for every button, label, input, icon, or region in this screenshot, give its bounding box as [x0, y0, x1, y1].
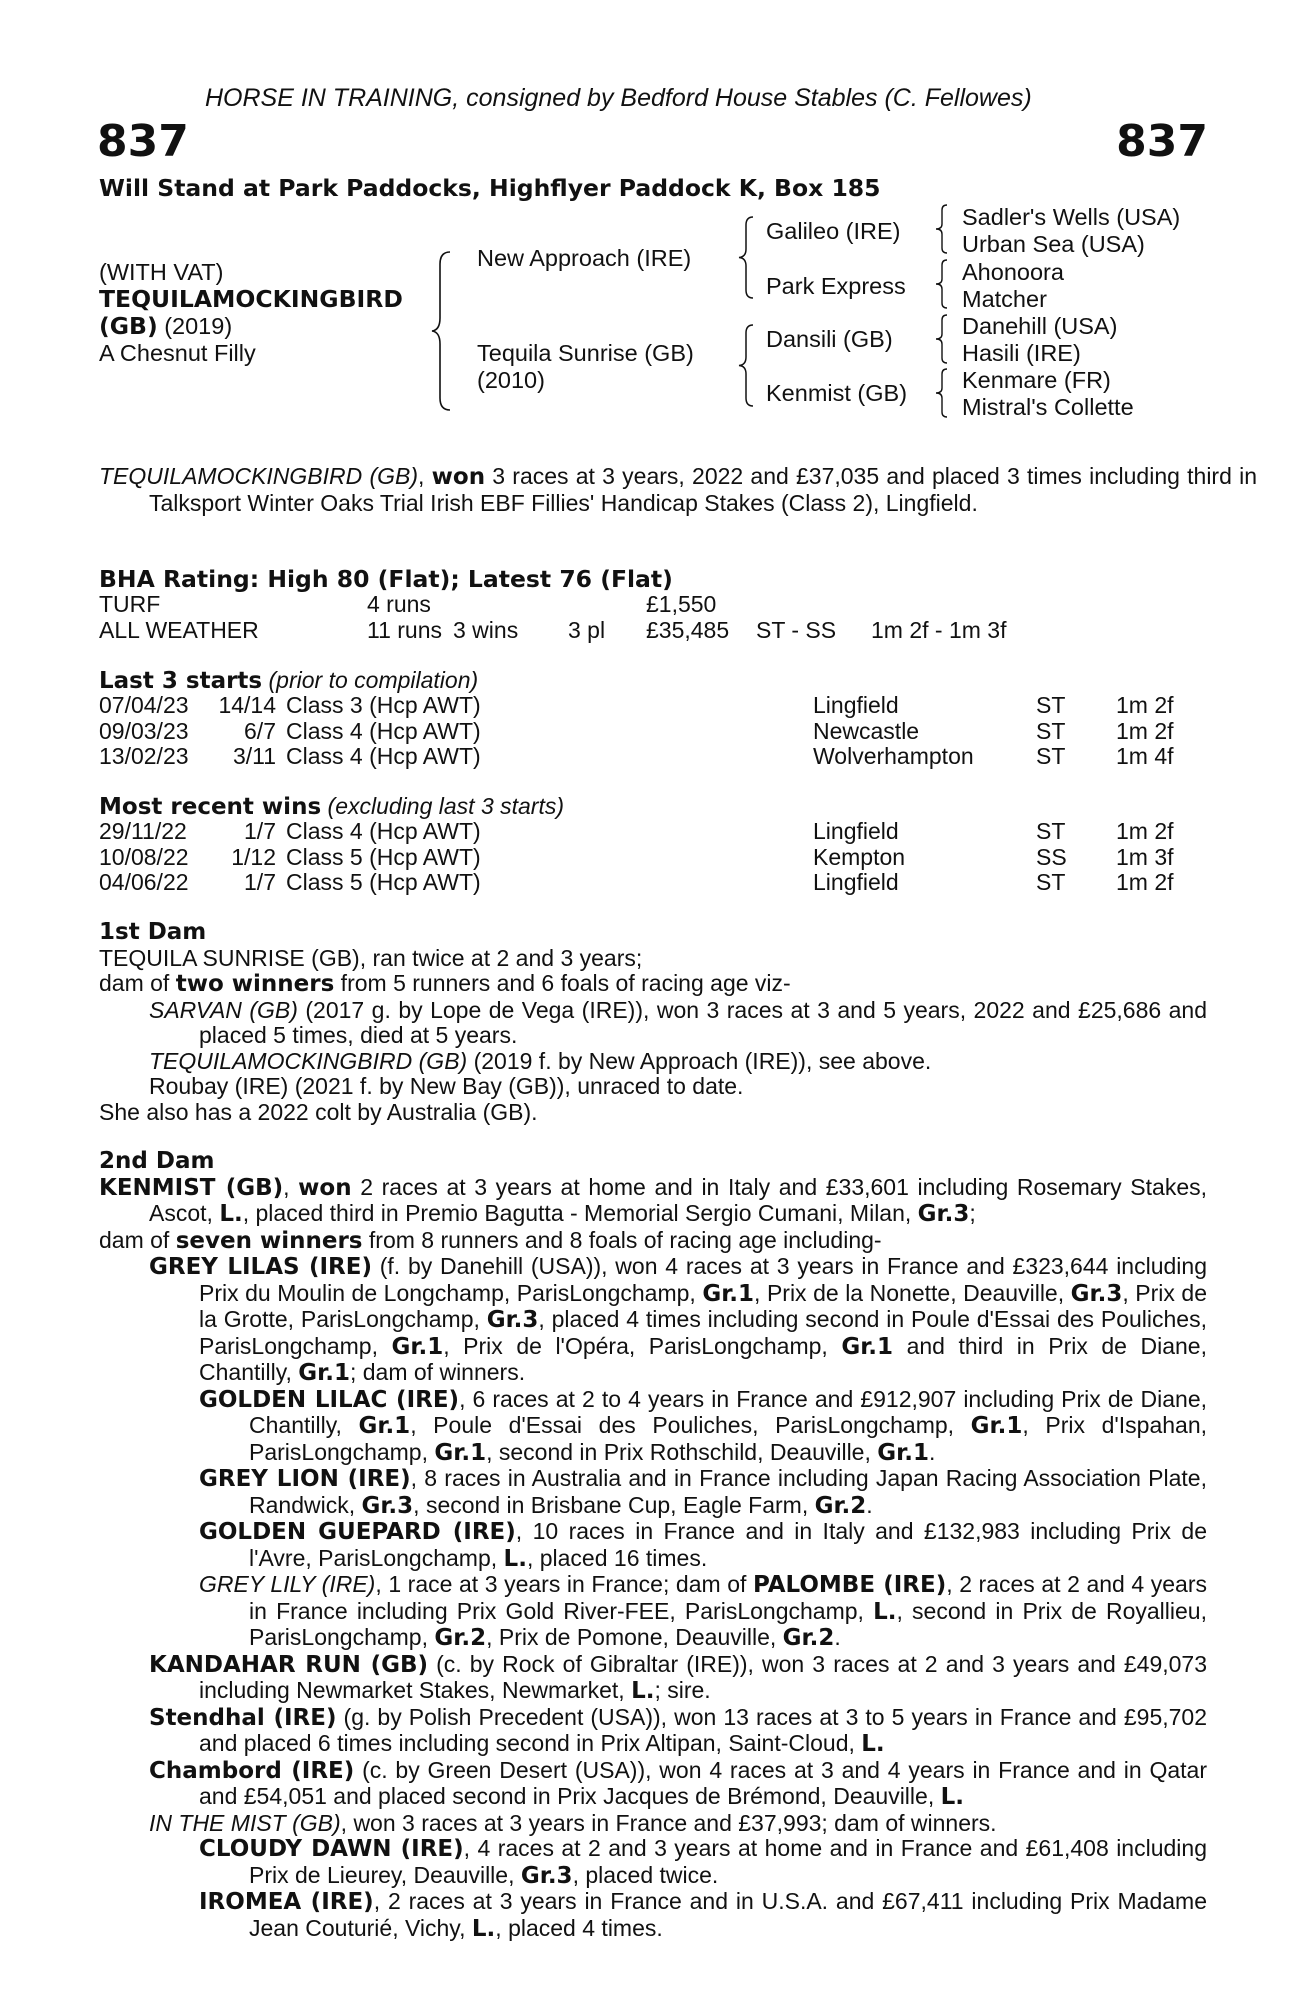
- horse-description: A Chesnut Filly: [99, 340, 256, 366]
- grey-lily-text: .: [834, 1624, 841, 1650]
- first-dam-line1: TEQUILA SUNRISE (GB), ran twice at 2 and 3 years;: [99, 944, 643, 971]
- date-cell: 10/08/22: [99, 843, 189, 870]
- cloudy-dawn-name: CLOUDY DAWN (IRE): [199, 1836, 464, 1862]
- cloudy-dawn-text: , placed twice.: [572, 1861, 719, 1888]
- grey-lily-text: , 1 race at 3 years in France; dam of: [375, 1571, 753, 1597]
- distance-cell: [871, 592, 1006, 618]
- consignment-line: HORSE IN TRAINING, consigned by Bedford House Stables (C. Fellowes): [205, 84, 1032, 112]
- pedigree-sire-dam: Park Express: [766, 273, 906, 299]
- pedigree-dss: Danehill (USA): [962, 313, 1118, 339]
- recent-wins-heading: [99, 794, 564, 821]
- group-badge: Gr.1: [391, 1333, 444, 1360]
- date-cell: 29/11/22: [99, 818, 187, 844]
- course-cell: Lingfield: [813, 869, 899, 895]
- earnings-cell: £1,550: [646, 591, 717, 617]
- produce-cloudy-dawn: [199, 1836, 1207, 1889]
- grey-lilas-text: and third in Prix de Diane, Chantilly,: [199, 1332, 1207, 1385]
- grey-lion-text: , second in Brisbane Cup, Eagle Farm,: [413, 1491, 815, 1518]
- position-cell: 1/7: [244, 818, 276, 844]
- class-cell: Class 3 (Hcp AWT): [286, 692, 481, 718]
- going-cell: ST: [1036, 692, 1066, 718]
- rating-row-turf: [99, 592, 1006, 618]
- group-badge: Gr.2: [814, 1492, 867, 1519]
- grey-lilas-text: , Prix de l'Opéra, ParisLongchamp,: [443, 1332, 842, 1359]
- golden-lilac-text: , Poule d'Essai des Pouliches, ParisLongchamp,: [410, 1412, 971, 1438]
- recent-wins-title: Most recent wins: [99, 794, 322, 820]
- grey-lily-text: , second in Prix de Royallieu, ParisLongchamp,: [249, 1597, 1207, 1650]
- recent-wins-table: [99, 819, 1174, 896]
- grey-lilas-text: ; dam of winners.: [349, 1359, 526, 1385]
- group-badge: Gr.3: [520, 1862, 573, 1889]
- class-cell: Class 4 (Hcp AWT): [286, 717, 481, 744]
- pedigree-sds: Ahonoora: [962, 259, 1064, 285]
- going-cell: ST: [1036, 717, 1066, 744]
- listed-badge: L.: [219, 1201, 243, 1227]
- in-the-mist-text: , won 3 races at 3 years in France and £37,993; dam of winners.: [340, 1809, 997, 1836]
- teq-text: (2019 f. by New Approach (IRE)), see above.: [467, 1047, 932, 1074]
- distance-cell: 1m 4f: [1116, 743, 1174, 769]
- group-badge: Gr.1: [970, 1413, 1023, 1439]
- pedigree-dam: Tequila Sunrise (GB): [477, 340, 694, 366]
- group-badge: Gr.2: [434, 1625, 487, 1651]
- pedigree-brace-ds: [934, 313, 950, 365]
- kenmist-won: won: [298, 1174, 352, 1201]
- grey-lilas-text: (f. by Danehill (USA)), won 4 races at 3 years in France and £323,644 including Prix du Moulin de Longchamp, ParisLongchamp,: [199, 1253, 1207, 1306]
- class-cell: Class 5 (Hcp AWT): [286, 843, 481, 870]
- class-cell: Class 4 (Hcp AWT): [286, 743, 481, 769]
- runs-cell: 4 runs: [367, 591, 431, 617]
- sarvan-text: (2017 g. by Lope de Vega (IRE)), won 3 races at 3 and 5 years, 2022 and £25,686 and placed 5 times, died at 5 years.: [199, 996, 1207, 1048]
- kenmist-text: , placed third in Premio Bagutta - Memorial Sergio Cumani, Milan,: [242, 1200, 918, 1226]
- golden-lilac-text: , second in Prix Rothschild, Deauville,: [486, 1438, 878, 1465]
- kandahar-run-text: (c. by Rock of Gibraltar (IRE)), won 3 races at 2 and 3 years and £49,073 including Newmarket Stakes, Newmarket,: [199, 1650, 1207, 1703]
- surface-cell: ALL WEATHER: [99, 616, 259, 643]
- going-cell: ST: [1036, 818, 1066, 844]
- rating-row-aw: [99, 618, 1006, 644]
- iromea-text: , 2 races at 3 years in France and in U.S.A. and £67,411 including Prix Madame Jean Couturié, Vichy,: [249, 1888, 1208, 1941]
- listed-badge: L.: [631, 1678, 655, 1704]
- produce-winners-count: two winners: [175, 971, 335, 997]
- lot-number-right: 837: [1116, 116, 1208, 167]
- last-starts-title: Last 3 starts: [99, 668, 263, 694]
- group-badge: Gr.1: [434, 1439, 487, 1466]
- first-dam-colt: She also has a 2022 colt by Australia (GB).: [99, 1098, 538, 1125]
- produce-intro-c: from 8 runners and 8 foals of racing age including-: [362, 1226, 882, 1253]
- pedigree-ddd: Mistral's Collette: [962, 394, 1134, 420]
- group-badge: Gr.3: [917, 1201, 970, 1227]
- produce-winners-count: seven winners: [175, 1227, 363, 1254]
- surface-cell: TURF: [99, 591, 161, 617]
- distance-cell: 1m 3f: [1116, 843, 1174, 870]
- group-badge: Gr.3: [361, 1492, 414, 1519]
- listed-badge: L.: [471, 1915, 496, 1942]
- grey-lion-text: .: [866, 1491, 873, 1518]
- pedigree-sire-sire: Galileo (IRE): [766, 218, 901, 244]
- produce-grey-lion: [199, 1466, 1207, 1519]
- summary-horse-name: TEQUILAMOCKINGBIRD (GB): [99, 463, 419, 489]
- position-cell: 1/7: [244, 869, 276, 895]
- win-row: [99, 819, 1174, 845]
- position-cell: 6/7: [244, 717, 276, 744]
- start-row: [99, 719, 1174, 745]
- produce-tequilamockingbird: [149, 1049, 1207, 1075]
- position-cell: 1/12: [231, 843, 276, 870]
- grey-lily-text: , Prix de Pomone, Deauville,: [486, 1624, 783, 1650]
- produce-stendhal: [149, 1705, 1207, 1758]
- produce-kandahar-run: [149, 1652, 1207, 1705]
- pedigree-dam-dam: Kenmist (GB): [766, 380, 908, 406]
- summary-text: 3 races at 3 years, 2022 and £37,035 and placed 3 times including third in Talksport Winter Oaks Trial Irish EBF Fillies' Handicap Stakes (Class 2), Lingfield.: [149, 463, 1257, 516]
- date-cell: 09/03/23: [99, 717, 189, 744]
- grey-lily-name: GREY LILY (IRE): [199, 1571, 376, 1597]
- produce-sarvan: [149, 998, 1207, 1049]
- pedigree-brace-dam: [737, 323, 757, 408]
- group-badge: Gr.1: [702, 1280, 755, 1307]
- iromea-name: IROMEA (IRE): [199, 1889, 374, 1915]
- kenmist-sep: ,: [283, 1173, 299, 1200]
- date-cell: 04/06/22: [99, 869, 189, 895]
- iromea-text: , placed 4 times.: [495, 1914, 663, 1941]
- listed-badge: L.: [940, 1784, 964, 1810]
- second-dam-produce-intro: [99, 1228, 1207, 1255]
- start-row: [99, 744, 1174, 770]
- runs-cell: 11 runs: [367, 616, 443, 643]
- golden-lilac-text: , Prix d'Ispahan, ParisLongchamp,: [249, 1412, 1207, 1465]
- course-cell: Newcastle: [813, 717, 920, 744]
- going-cell: ST: [1036, 743, 1066, 769]
- produce-grey-lily: [199, 1572, 1207, 1652]
- grey-lion-name: GREY LION (IRE): [199, 1466, 411, 1492]
- class-cell: Class 5 (Hcp AWT): [286, 869, 481, 895]
- going-cell: SS: [1036, 843, 1067, 870]
- first-dam-section: [99, 920, 1207, 1125]
- kandahar-run-name: KANDAHAR RUN (GB): [149, 1651, 429, 1678]
- golden-lilac-text: .: [928, 1438, 936, 1465]
- pedigree-brace-sire: [737, 215, 757, 300]
- sarvan-name: SARVAN (GB): [149, 996, 298, 1023]
- produce-in-the-mist: [149, 1811, 1207, 1837]
- date-cell: 13/02/23: [99, 743, 189, 769]
- going-cell: [756, 592, 871, 618]
- pedigree-ssd: Urban Sea (USA): [962, 231, 1145, 257]
- pedigree-dsd: Hasili (IRE): [962, 340, 1081, 366]
- distance-cell: 1m 2f: [1116, 717, 1174, 744]
- wins-cell: 3 wins: [453, 616, 519, 643]
- produce-grey-lilas: [149, 1254, 1207, 1387]
- distance-cell: 1m 2f: [1116, 818, 1174, 844]
- golden-lilac-text: , 6 races at 2 to 4 years in France and £912,907 including Prix de Diane, Chantilly,: [249, 1385, 1207, 1438]
- pedigree-brace-ss: [934, 203, 950, 255]
- date-cell: 07/04/23: [99, 692, 189, 718]
- group-badge: Gr.3: [486, 1307, 539, 1333]
- cloudy-dawn-text: , 4 races at 2 and 3 years at home and in France and £61,408 including Prix de Lieurey, Deauville,: [249, 1835, 1207, 1888]
- distance-cell: 1m 2f: [1116, 869, 1174, 895]
- golden-guepard-text: , 10 races in France and in Italy and £132,983 including Prix de l'Avre, ParisLongchamp,: [249, 1518, 1208, 1571]
- rating-table: [99, 592, 1006, 643]
- distance-cell: 1m 2f - 1m 3f: [871, 616, 1007, 643]
- kenmist-text: 2 races at 3 years at home and in Italy and £33,601 including Rosemary Stakes, Ascot,: [149, 1173, 1207, 1226]
- horse-country: (GB): [99, 312, 158, 340]
- produce-roubay: Roubay (IRE) (2021 f. by New Bay (GB)), unraced to date.: [149, 1073, 744, 1099]
- chambord-name: Chambord (IRE): [149, 1757, 355, 1784]
- course-cell: Wolverhampton: [813, 743, 974, 769]
- going-cell: ST - SS: [756, 616, 837, 643]
- pedigree-brace-sd: [934, 258, 950, 310]
- produce-golden-guepard: [199, 1519, 1207, 1572]
- bha-rating-heading: BHA Rating: High 80 (Flat); Latest 76 (Flat): [99, 565, 673, 593]
- chambord-text: (c. by Green Desert (USA)), won 4 races at 3 and 4 years in France and in Qatar and £54,051 and placed second in Prix Jacques de Brémond, Deauville,: [199, 1756, 1207, 1809]
- pedigree-dam-sire: Dansili (GB): [766, 326, 893, 352]
- grey-lion-text: , 8 races in Australia and in France including Japan Racing Association Plate, Randwick,: [249, 1465, 1207, 1518]
- listed-badge: L.: [873, 1598, 897, 1625]
- group-badge: Gr.1: [358, 1413, 411, 1439]
- palombe-name: PALOMBE (IRE): [752, 1572, 947, 1598]
- wins-cell: [453, 592, 568, 618]
- group-badge: Gr.3: [1070, 1280, 1123, 1307]
- grey-lilas-text: , Prix de la Grotte, ParisLongchamp,: [199, 1279, 1207, 1332]
- start-row: [99, 693, 1174, 719]
- race-summary: TEQUILAMOCKINGBIRD (GB), won 3 races at 3 years, 2022 and £37,035 and placed 3 times including third in Talksport Winter Oaks Trial Irish EBF Fillies' Handicap Stakes (Class 2), Lingfield.: [99, 463, 1257, 516]
- group-badge: Gr.2: [782, 1625, 835, 1651]
- grey-lilas-name: GREY LILAS (IRE): [149, 1254, 372, 1280]
- second-dam-heading: 2nd Dam: [99, 1148, 215, 1174]
- pedigree-sss: Sadler's Wells (USA): [962, 204, 1181, 230]
- win-row: [99, 870, 1174, 896]
- stendhal-text: (g. by Polish Precedent (USA)), won 13 races at 3 to 5 years in France and £95,702 and placed 6 times including second in Prix Altipan, Saint-Cloud,: [199, 1703, 1207, 1756]
- pedigree-dam-year: (2010): [477, 367, 545, 393]
- course-cell: Lingfield: [813, 692, 899, 718]
- second-dam-section: [99, 1149, 1207, 1942]
- pedigree-brace-dd: [934, 367, 950, 419]
- stendhal-name: Stendhal (IRE): [149, 1704, 337, 1731]
- first-dam-produce-intro: [99, 971, 1207, 998]
- earnings-cell: £35,485: [646, 616, 730, 643]
- distance-cell: 1m 2f: [1116, 692, 1174, 718]
- course-cell: Lingfield: [813, 818, 899, 844]
- course-cell: Kempton: [813, 843, 906, 870]
- placed-cell: 3 pl: [568, 616, 606, 643]
- produce-intro-c: from 5 runners and 6 foals of racing age viz-: [334, 970, 791, 996]
- last-starts-heading: [99, 668, 478, 695]
- win-row: [99, 845, 1174, 871]
- horse-country-year: [99, 313, 232, 340]
- produce-intro-a: dam of: [99, 970, 176, 996]
- position-cell: 14/14: [218, 692, 276, 718]
- going-cell: ST: [1036, 869, 1066, 895]
- pedigree-sdd: Matcher: [962, 286, 1047, 312]
- class-cell: Class 4 (Hcp AWT): [286, 818, 481, 844]
- in-the-mist-name: IN THE MIST (GB): [149, 1809, 341, 1836]
- first-dam-heading: 1st Dam: [99, 919, 207, 945]
- group-badge: Gr.1: [841, 1333, 894, 1360]
- placed-cell: [568, 592, 646, 618]
- recent-wins-note: (excluding last 3 starts): [327, 793, 565, 819]
- summary-won: won: [431, 464, 486, 490]
- golden-guepard-name: GOLDEN GUEPARD (IRE): [199, 1519, 516, 1545]
- pedigree-dds: Kenmare (FR): [962, 367, 1111, 393]
- vat-label: (WITH VAT): [99, 259, 224, 285]
- grey-lily-text: , 2 races at 2 and 4 years in France including Prix Gold River-FEE, ParisLongchamp,: [249, 1571, 1208, 1624]
- pedigree-brace-main: [430, 250, 454, 412]
- kenmist-text: ;: [969, 1200, 976, 1226]
- group-badge: Gr.1: [298, 1360, 350, 1386]
- horse-name: TEQUILAMOCKINGBIRD: [99, 285, 403, 313]
- teq-name: TEQUILAMOCKINGBIRD (GB): [149, 1047, 468, 1074]
- last-starts-table: [99, 693, 1174, 770]
- pedigree-sire: New Approach (IRE): [477, 245, 692, 271]
- lot-number-left: 837: [97, 116, 189, 167]
- produce-iromea: [199, 1889, 1207, 1942]
- produce-chambord: [149, 1758, 1207, 1811]
- group-badge: Gr.1: [877, 1439, 929, 1466]
- grey-lilas-text: , placed 4 times including second in Poule d'Essai des Pouliches, ParisLongchamp,: [199, 1306, 1207, 1359]
- golden-guepard-text: , placed 16 times.: [526, 1544, 708, 1571]
- kenmist-name: KENMIST (GB): [99, 1174, 284, 1201]
- listed-badge: L.: [861, 1731, 885, 1757]
- stand-location: Will Stand at Park Paddocks, Highflyer Paddock K, Box 185: [99, 174, 881, 202]
- last-starts-note: (prior to compilation): [268, 667, 479, 693]
- position-cell: 3/11: [232, 743, 276, 769]
- produce-intro-a: dam of: [99, 1226, 176, 1253]
- listed-badge: L.: [503, 1545, 527, 1572]
- golden-lilac-name: GOLDEN LILAC (IRE): [199, 1386, 460, 1413]
- horse-year: (2019): [164, 313, 233, 339]
- kenmist-record: [99, 1175, 1207, 1228]
- kandahar-run-text: ; sire.: [654, 1677, 711, 1703]
- grey-lilas-text: , Prix de la Nonette, Deauville,: [754, 1279, 1071, 1306]
- produce-golden-lilac: [199, 1387, 1207, 1467]
